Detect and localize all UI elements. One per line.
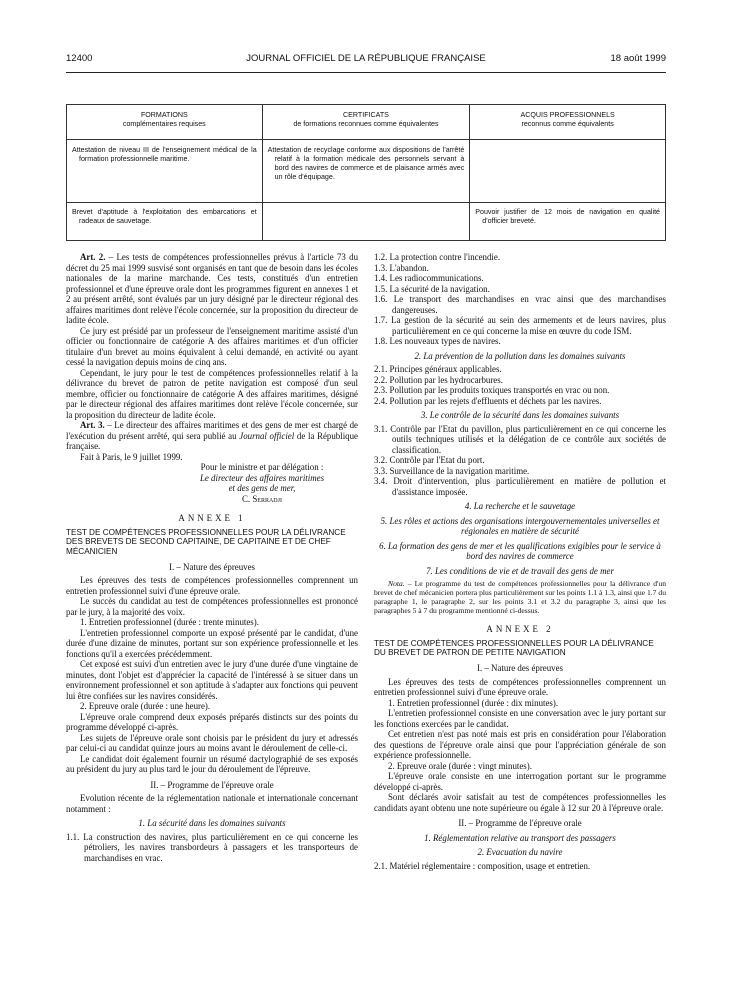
table-header-cell: CERTIFICATS de formations reconnues comme équivalentes xyxy=(262,105,470,140)
subsection-heading: 1. La sécurité dans les domaines suivants xyxy=(138,818,286,829)
right-column xyxy=(374,252,666,871)
list-item: 3.3. Surveillance de la navigation maritime. xyxy=(374,465,530,476)
table-cell xyxy=(262,203,470,241)
paragraph: L'épreuve orale comprend deux exposés préparés distincts sur des points du programme développé ci-après. xyxy=(66,711,358,733)
subsection-heading: 2. La prévention de la pollution dans les domaines suivants xyxy=(414,350,626,361)
section-heading: I. – Nature des épreuves xyxy=(476,663,563,674)
paragraph: L'entretien professionnel comporte un exposé présenté par le candidat, d'une durée d'une dizaine de minutes, portant sur son expérience professionnelle et les fonctions qu'il a exercées précédemment. xyxy=(66,627,358,659)
annex-title: TEST DE COMPÉTENCES PROFESSIONNELLES POUR LA DÉLIVRANCE DES BREVETS DE SECOND CAPITAINE, DE CAPITAINE ET DE CHEF MÉCANICIEN xyxy=(66,527,346,557)
paragraph: Les sujets de l'épreuve orale sont choisis par le président du jury et adressés par celui-ci au candidat quinze jours au moins avant le déroulement de celle-ci. xyxy=(66,732,358,754)
paragraph: Cet entretien n'est pas noté mais est pris en considération pour l'élaboration des questions de l'épreuve orale ainsi que pour l'appréciation générale de son expérience professionnelle. xyxy=(374,729,666,761)
list-item: 2.1. Matériel réglementaire : composition, usage et entretien. xyxy=(374,860,591,871)
paragraph: Sont déclarés avoir satisfait au test de compétences professionnelles les candidats ayant obtenu une note supérieure ou égale à 12 sur 20 à l'épreuve orale. xyxy=(374,792,666,813)
list-item: 1.5. La sécurité de la navigation. xyxy=(374,283,490,294)
subsection-heading: 7. Les conditions de vie et de travail des gens de mer xyxy=(426,565,614,576)
section-heading: II. – Programme de l'épreuve orale xyxy=(458,818,582,829)
signature-line: et des gens de mer, xyxy=(228,483,296,493)
paragraph: Ce jury est présidé par un professeur de l'enseignement maritime assisté d'un officier ou fonctionnaire de catégorie A des affaires maritimes et d'un officier titulaire d'un brevet au moins équivalent à celui demandé, en activité ou ayant cessé la navigation depuis moins de cinq ans. xyxy=(66,325,358,367)
paragraph: Evolution récente de la réglementation nationale et internationale concernant notamment : xyxy=(66,793,358,814)
paragraph: Les épreuves des tests de compétences professionnelles comprennent un entretien professionnel suivi d'une épreuve orale. xyxy=(374,676,666,698)
subsection-heading: 3. Le contrôle de la sécurité dans les domaines suivants xyxy=(420,410,620,420)
list-item: 2.4. Pollution par les rejets d'effluents et déchets par les navires. xyxy=(374,395,602,406)
subsection-heading: 6. La formation des gens de mer et les qualifications exigibles pour le service à bord des navires de commerce xyxy=(379,540,661,561)
list-item: 1.7. La gestion de la sécurité au sein des armements et de leurs navires, plus particulièrement en ce qui concerne la mise en œuvre du code ISM. xyxy=(374,315,666,336)
article-3: Art. 3. – Le directeur des affaires maritimes et des gens de mer est chargé de l'exécution du présent arrêté, qui sera publié au Journal officiel de la République française. xyxy=(66,420,358,451)
table-header-row xyxy=(67,105,666,140)
subsection-heading: 4. La recherche et le sauvetage xyxy=(464,501,576,511)
list-item: 3.2. Contrôle par l'Etat du port. xyxy=(374,455,485,465)
subsection-heading: 2. Evacuation du navire xyxy=(477,847,563,858)
table-cell: Attestation de recyclage conforme aux dispositions de l'arrêté relatif à la formation médicale des personnels servant à bord des navires de commerce et de plaisance armés avec un rôle d'équipage. xyxy=(262,140,470,203)
journal-title: JOURNAL OFFICIEL DE LA RÉPUBLIQUE FRANÇAISE xyxy=(246,53,486,64)
table-cell xyxy=(470,140,666,203)
table-cell: Attestation de niveau III de l'enseignement médical de la formation professionnelle maritime. xyxy=(67,140,263,203)
paragraph: L'épreuve orale consiste en une interrogation portant sur le programme développé ci-après. xyxy=(374,771,666,792)
paragraph: Cependant, le jury pour le test de compétences professionnelles relatif à la délivrance du brevet de patron de petite navigation est composé d'un seul membre, officier ou fonctionnaire de catégorie A des affaires maritimes, désigné par le directeur régional des affaires maritimes dont relève l'école concernée, sur la proposition du directeur de ladite école. xyxy=(66,367,358,420)
list-item: 1.3. L'abandon. xyxy=(374,262,429,273)
signature-line: Le directeur des affaires maritimes xyxy=(199,472,325,483)
left-column xyxy=(66,252,358,863)
paragraph: 1. Entretien professionnel (durée : dix minutes). xyxy=(388,697,559,708)
paragraph: Le candidat doit également fournir un résumé dactylographié de ses exposés au président du jury au plus tard le jour du déroulement de l'épreuve. xyxy=(66,753,358,775)
table-row xyxy=(67,140,666,203)
list-item: 2.2. Pollution par les hydrocarbures. xyxy=(374,374,503,385)
article-2: Art. 2. – Les tests de compétences professionnelles prévus à l'article 73 du décret du 25 mai 1999 susvisé sont organisés en tant que de besoin dans les écoles nationales de la marine marchande. Ces tests, constitués d'un entretien professionnel et d'une épreuve orale dont les programmes figurent en annexes 1 et 2 au présent arrêté, sont évalués par un jury désigné par le directeur régional des affaires maritimes dont relève l'école concernée, sur la proposition du directeur de ladite école. xyxy=(66,252,359,325)
table-cell: Brevet d'aptitude à l'exploitation des embarcations et radeaux de sauvetage. xyxy=(67,203,263,241)
subsection-heading: 5. Les rôles et actions des organisations intergouvernementales universelles et régionales en matière de sécurité xyxy=(380,515,660,536)
running-header xyxy=(66,53,666,67)
annex-title: TEST DE COMPÉTENCES PROFESSIONNELLES POUR LA DÉLIVRANCE DU BREVET DE PATRON DE PETITE NAVIGATION xyxy=(374,638,654,658)
section-heading: I. – Nature des épreuves xyxy=(168,561,255,572)
signature-line: Pour le ministre et par délégation : xyxy=(200,462,324,472)
section-heading: II. – Programme de l'épreuve orale xyxy=(150,779,274,790)
list-item: 1.8. Les nouveaux types de navires. xyxy=(374,336,501,346)
page-number: 12400 xyxy=(66,53,93,64)
equivalence-table xyxy=(66,104,666,241)
paragraph: L'entretien professionnel consiste en une conversation avec le jury portant sur les fonctions exercées par le candidat. xyxy=(374,708,666,729)
list-item: 1.4. Les radiocommunications. xyxy=(374,273,484,283)
note: Nota. – Le programme du test de compétences professionnelles pour la délivrance d'un brevet de chef mécanicien portera plus particulièrement sur les points 1.1 à 1.3, ainsi que 1.7 du paragraphe 1, le paragraphe 2, sur les points 3.1 et 3.2 du paragraphe 3, ainsi que les paragraphes 5 à 7 du programme mentionné ci-dessus. xyxy=(374,579,666,615)
table-row xyxy=(67,203,666,241)
table-cell: Pouvoir justifier de 12 mois de navigation en qualité d'officier breveté. xyxy=(470,203,666,241)
signature-date: Fait à Paris, le 9 juillet 1999. xyxy=(80,451,183,462)
publication-date: 18 août 1999 xyxy=(610,53,666,64)
signatory-name: C. Serradji xyxy=(242,493,282,504)
paragraph: 2. Epreuve orale (durée : vingt minutes). xyxy=(388,760,532,771)
list-item: 2.3. Pollution par les produits toxiques transportés en vrac ou non. xyxy=(374,385,610,395)
annex-heading: ANNEXE 1 xyxy=(178,513,246,523)
paragraph: 2. Epreuve orale (durée : une heure). xyxy=(80,701,211,712)
list-item: 3.1. Contrôle par l'Etat du pavillon, plus particulièrement en ce qui concerne les outils techniques utilisés et la délégation de ce contrôle aux sociétés de classification. xyxy=(374,423,666,455)
annex-heading: ANNEXE 2 xyxy=(486,624,554,634)
list-item: 1.6. Le transport des marchandises en vrac ainsi que des marchandises dangereuses. xyxy=(374,294,666,315)
list-item: 1.1. La construction des navires, plus particulièrement en ce qui concerne les pétroliers, les navires transbordeurs à passagers et les transporteurs de marchandises en vrac. xyxy=(66,831,358,863)
list-item: 3.4. Droit d'intervention, plus particulièrement en matière de pollution et d'assistance imposée. xyxy=(374,476,666,497)
table-header-cell: ACQUIS PROFESSIONNELS reconnus comme équivalents xyxy=(470,105,666,140)
paragraph: Le succès du candidat au test de compétences professionnelles est prononcé par le jury, à la majorité des voix. xyxy=(66,596,358,617)
list-item: 1.2. La protection contre l'incendie. xyxy=(374,252,501,262)
header-rule xyxy=(66,72,666,73)
subsection-heading: 1. Réglementation relative au transport des passagers xyxy=(424,832,616,843)
paragraph: Cet exposé est suivi d'un entretien avec le jury d'une durée d'une vingtaine de minutes, dont l'objet est d'apprécier la capacité de l'intéressé à se situer dans un environnement professionnel et son aptitude à s'adapter aux fonctions qui peuvent lui être confiées sur les navires considérés. xyxy=(66,659,358,701)
paragraph: 1. Entretien professionnel (durée : trente minutes). xyxy=(80,617,259,628)
paragraph: Les épreuves des tests de compétences professionnelles comprennent un entretien professionnel suivi d'une épreuve orale. xyxy=(66,575,358,596)
list-item: 2.1. Principes généraux applicables. xyxy=(374,364,502,374)
table-header-cell: FORMATIONS complémentaires requises xyxy=(67,105,263,140)
